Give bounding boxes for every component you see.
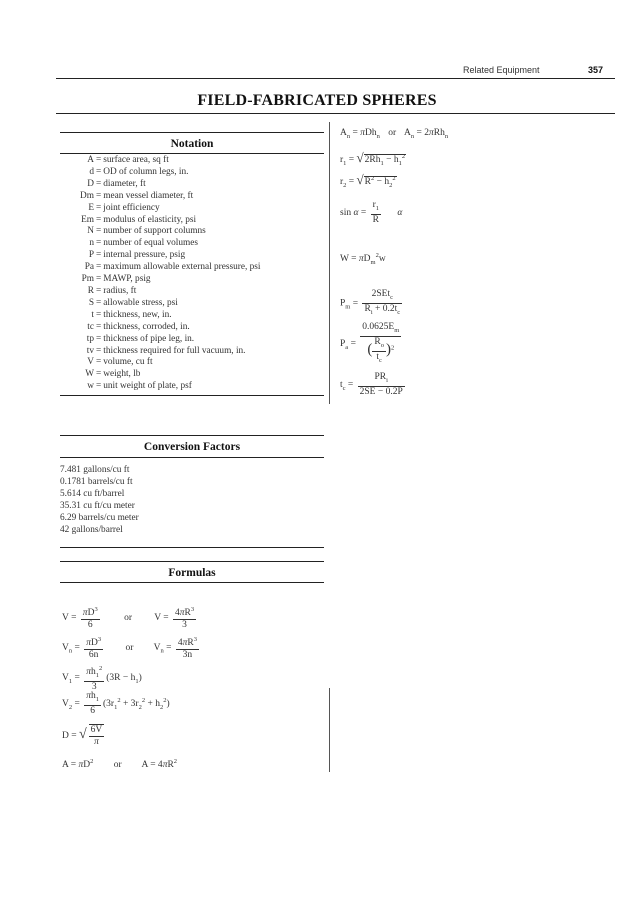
notation-symbol: S bbox=[88, 297, 94, 308]
notation-item: S = allowable stress, psi bbox=[64, 298, 324, 310]
conversion-item: 7.481 gallons/cu ft bbox=[60, 465, 130, 475]
notation-item: Em = modulus of elasticity, psi bbox=[64, 215, 324, 227]
column-divider-top bbox=[329, 122, 330, 404]
formulas-heading: Formulas bbox=[168, 567, 216, 579]
notation-item: t = thickness, new, in. bbox=[64, 310, 324, 322]
notation-bottom-rule bbox=[60, 395, 324, 396]
conversion-item: 42 gallons/barrel bbox=[60, 524, 123, 535]
notation-definition: number of equal volumes bbox=[103, 238, 199, 249]
notation-symbol: d bbox=[89, 166, 94, 177]
notation-definition: thickness of pipe leg, in. bbox=[103, 333, 195, 344]
formula-weight: $W = \pi D_m^2w$ bbox=[340, 252, 386, 267]
notation-symbol: Dm bbox=[80, 190, 94, 201]
notation-item: tv = thickness required for full vacuum, in. bbox=[64, 346, 324, 358]
notation-item: tc = thickness, corroded, in. bbox=[64, 322, 324, 334]
notation-symbol: tv bbox=[86, 345, 94, 356]
conversion-item: 5.614 cu ft/barrel bbox=[60, 488, 125, 499]
notation-symbol: w bbox=[87, 381, 94, 392]
formula-volume: V = $\frac{\pi D^3}{6}$ or V = $\frac{4\pi R^3}{3}$ bbox=[62, 606, 195, 631]
formula-mawp: $P_m$ = $\frac{2SEt_c}{R_i + 0.2t_c}$ bbox=[340, 289, 401, 316]
notation-list bbox=[64, 155, 324, 393]
notation-symbol: V bbox=[87, 357, 94, 368]
notation-definition: mean vessel diameter, ft bbox=[103, 190, 194, 201]
notation-item: d = OD of column legs, in. bbox=[64, 167, 324, 179]
conversion-heading: Conversion Factors bbox=[143, 441, 241, 453]
formula-area-n: $A_n = \pi Dh_n$ or $A_n = 2\pi Rh_n$ bbox=[340, 128, 449, 140]
notation-definition: modulus of elasticity, psi bbox=[103, 214, 197, 225]
notation-definition: thickness, new, in. bbox=[103, 309, 172, 320]
notation-item: A = surface area, sq ft bbox=[64, 155, 324, 167]
notation-symbol: A bbox=[87, 155, 94, 165]
notation-symbol: t bbox=[91, 309, 94, 320]
notation-definition: surface area, sq ft bbox=[103, 155, 169, 165]
conversion-item: 35.31 cu ft/cu meter bbox=[60, 500, 135, 511]
page-title: FIELD-FABRICATED SPHERES bbox=[197, 92, 437, 109]
formula-v2: $V_2$ = $\frac{\pi h_1}{6}$ $(3r_1^2 + 3r_2^2 + h_2^2)$ bbox=[62, 691, 170, 716]
notation-definition: thickness, corroded, in. bbox=[103, 321, 190, 332]
notation-symbol: P bbox=[88, 250, 94, 261]
formula-thickness: $t_c$ = $\frac{PR_i}{2SE - 0.2P}$ bbox=[340, 372, 403, 397]
notation-symbol: D bbox=[87, 178, 94, 189]
notation-definition: volume, cu ft bbox=[103, 357, 153, 368]
notation-item: V = volume, cu ft bbox=[64, 357, 324, 369]
notation-symbol: Pa bbox=[84, 262, 94, 273]
formula-sin-alpha: sin α = $\frac{r_1}{R}$ α bbox=[340, 200, 403, 225]
notation-definition: number of support columns bbox=[103, 226, 206, 237]
notation-definition: OD of column legs, in. bbox=[103, 166, 189, 177]
notation-definition: internal pressure, psig bbox=[103, 250, 186, 261]
notation-item: Pm = MAWP, psig bbox=[64, 274, 324, 286]
formula-volume-n: $V_n$ = $\frac{\pi D^3}{6n}$ or $V_n$ = $\frac{4\pi R^3}{3n}$ bbox=[62, 636, 197, 661]
notation-definition: diameter, ft bbox=[103, 178, 146, 189]
notation-top-rule bbox=[60, 132, 324, 133]
notation-symbol: W bbox=[85, 369, 94, 380]
formula-external-pressure: $P_a$ = $0.0625E_m$ ( $\frac{R_o}{t_c}$ )$^2$ bbox=[340, 322, 400, 364]
formula-v1: $V_1$ = $\frac{\pi h_1^2}{3}$ $(3R - h_1)$ bbox=[62, 665, 142, 693]
notation-definition: weight, lb bbox=[103, 369, 141, 380]
column-divider-bottom bbox=[329, 688, 330, 772]
notation-symbol: Pm bbox=[81, 274, 94, 285]
conversion-bottom-rule bbox=[60, 547, 324, 548]
conversion-list bbox=[60, 465, 320, 536]
running-header-section: Related Equipment bbox=[463, 65, 540, 75]
notation-item: N = number of support columns bbox=[64, 226, 324, 238]
notation-symbol: tc bbox=[87, 321, 94, 332]
notation-symbol: N bbox=[87, 226, 94, 237]
conversion-top-rule bbox=[60, 435, 324, 436]
notation-definition: thickness required for full vacuum, in. bbox=[103, 345, 246, 356]
notation-definition: maximum allowable external pressure, psi bbox=[103, 262, 261, 273]
notation-item: E = joint efficiency bbox=[64, 203, 324, 215]
formulas-top-rule bbox=[60, 561, 324, 562]
notation-heading: Notation bbox=[170, 138, 214, 150]
notation-item: Dm = mean vessel diameter, ft bbox=[64, 191, 324, 203]
notation-item: D = diameter, ft bbox=[64, 179, 324, 191]
conversion-item: 0.1781 barrels/cu ft bbox=[60, 476, 133, 487]
notation-symbol: tp bbox=[86, 333, 94, 344]
formula-r1: $r_1 = √2Rh_1 - h_1^2$ bbox=[340, 150, 406, 167]
formula-r2: $r_2 = √R^2 - h_2^2$ bbox=[340, 172, 396, 189]
conversion-heading-rule bbox=[60, 457, 324, 458]
notation-symbol: E bbox=[88, 202, 94, 213]
formula-area: $A = \pi D^2$ or $A = 4\pi R^2$ bbox=[62, 758, 178, 771]
notation-item: R = radius, ft bbox=[64, 286, 324, 298]
notation-symbol: Em bbox=[81, 214, 94, 225]
title-rule bbox=[56, 113, 615, 114]
notation-item: n = number of equal volumes bbox=[64, 238, 324, 250]
notation-definition: joint efficiency bbox=[103, 202, 160, 213]
notation-item: Pa = maximum allowable external pressure, psi bbox=[64, 262, 324, 274]
notation-heading-rule bbox=[60, 153, 324, 154]
notation-definition: MAWP, psig bbox=[103, 274, 151, 285]
notation-item: P = internal pressure, psig bbox=[64, 250, 324, 262]
header-rule bbox=[56, 78, 615, 79]
notation-item: tp = thickness of pipe leg, in. bbox=[64, 334, 324, 346]
notation-symbol: n bbox=[89, 238, 94, 249]
notation-item: W = weight, lb bbox=[64, 369, 324, 381]
formula-diameter: D = √ $\frac{6V}{\pi}$ bbox=[62, 725, 103, 747]
page-number: 357 bbox=[588, 65, 604, 75]
formulas-heading-rule bbox=[60, 582, 324, 583]
notation-definition: radius, ft bbox=[103, 285, 137, 296]
notation-item: w = unit weight of plate, psf bbox=[64, 381, 324, 393]
notation-definition: allowable stress, psi bbox=[103, 297, 178, 308]
notation-symbol: R bbox=[87, 285, 94, 296]
conversion-item: 6.29 barrels/cu meter bbox=[60, 512, 139, 523]
notation-definition: unit weight of plate, psf bbox=[103, 381, 192, 392]
